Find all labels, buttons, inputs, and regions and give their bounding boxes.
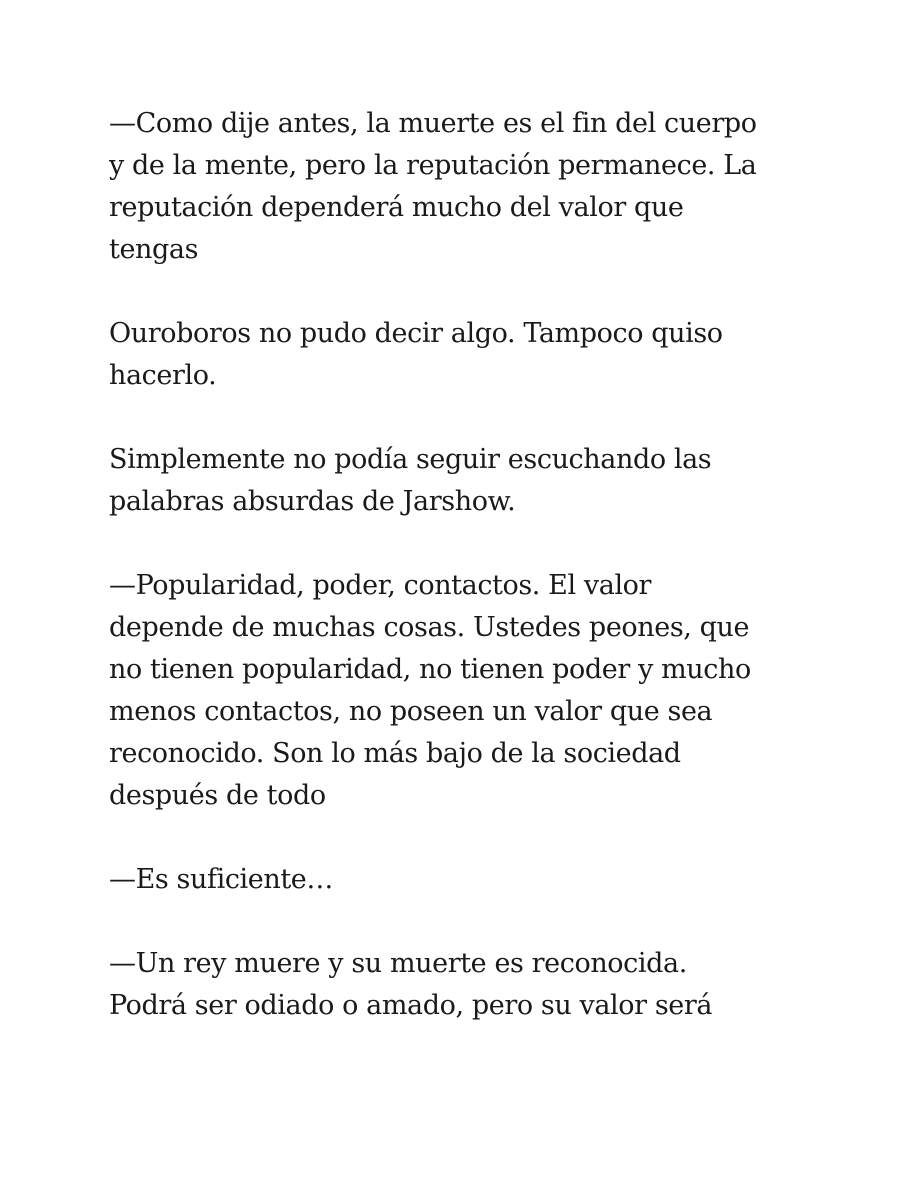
paragraph-6	[109, 943, 809, 1027]
paragraph-2	[109, 313, 809, 397]
text-line: Simplemente no podía seguir escuchando las	[109, 444, 712, 475]
paragraph-4	[109, 565, 809, 817]
text-line: reconocido. Son lo más bajo de la sociedad	[109, 738, 681, 769]
text-line: —Un rey muere y su muerte es reconocida.	[109, 948, 687, 979]
text-line: y de la mente, pero la reputación permanece. La	[109, 150, 757, 181]
text-line: después de todo	[109, 780, 326, 811]
text-line: palabras absurdas de Jarshow.	[109, 486, 516, 517]
story-text	[109, 103, 809, 1069]
text-line: tengas	[109, 234, 199, 265]
text-line: Podrá ser odiado o amado, pero su valor será	[109, 990, 713, 1021]
paragraph-1	[109, 103, 809, 271]
text-line: no tienen popularidad, no tienen poder y mucho	[109, 654, 751, 685]
paragraph-3	[109, 439, 809, 523]
paragraph-5	[109, 859, 809, 901]
text-line: —Como dije antes, la muerte es el fin del cuerpo	[109, 108, 757, 139]
text-line: depende de muchas cosas. Ustedes peones, que	[109, 612, 750, 643]
text-line: reputación dependerá mucho del valor que	[109, 192, 684, 223]
text-line: —Es suficiente…	[109, 864, 333, 895]
text-line: hacerlo.	[109, 360, 217, 391]
text-line: menos contactos, no poseen un valor que sea	[109, 696, 713, 727]
text-line: Ouroboros no pudo decir algo. Tampoco quiso	[109, 318, 723, 349]
text-line: —Popularidad, poder, contactos. El valor	[109, 570, 652, 601]
